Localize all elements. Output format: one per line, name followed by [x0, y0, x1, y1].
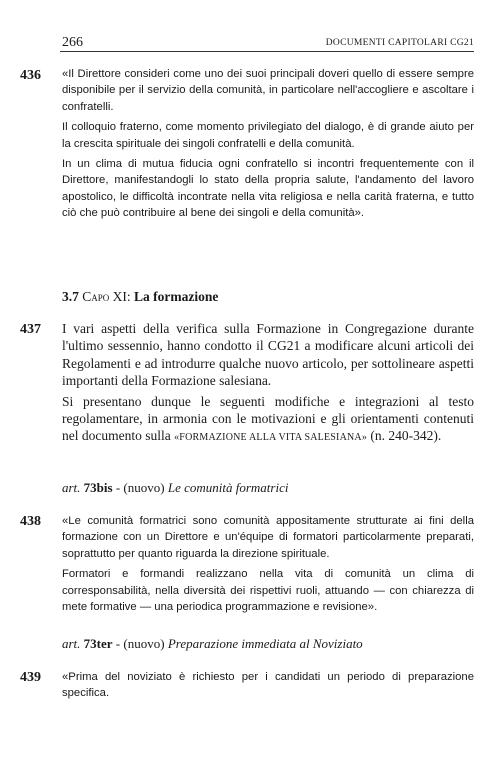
paragraph-439-text-1: «Prima del noviziato è richiesto per i candidati un periodo di preparazione specifica.	[62, 671, 474, 700]
paragraph-437	[62, 320, 474, 447]
document-title: «FORMAZIONE ALLA VITA SALESIANA»	[174, 432, 368, 444]
paragraph-437-text-2	[62, 393, 474, 447]
paragraph-437-text-2a: Si presentano dunque le seguenti modifiche e integrazioni al testo regolamentare, in armonia con le motivazioni e gli orientamenti contenuti nel documento sulla	[62, 393, 474, 444]
paragraph-438-text-2: Formatori e formandi realizzano nella vita di comunità un clima di corresponsabilità, nella diversità dei rispettivi ruoli, attuando — con chiarezza di mete formative — una periodica programmazione e revisione».	[62, 568, 474, 614]
paragraph-436-text-2: Il colloquio fraterno, come momento privilegiato del dialogo, è di grande aiuto per la crescita spirituale dei singoli confratelli e della comunità.	[62, 121, 474, 150]
paragraph-number-439: 439	[20, 670, 41, 685]
paragraph-number-436: 436	[20, 68, 41, 83]
paragraph-number-437: 437	[20, 322, 41, 337]
article-title: Le comunità formatrici	[167, 480, 289, 495]
article-nuovo: (nuovo)	[123, 480, 165, 495]
page-header	[60, 33, 474, 52]
section-title: La formazione	[134, 289, 219, 304]
article-dash: -	[115, 480, 121, 495]
paragraph-437-text-2b: (n. 240-342).	[367, 428, 442, 444]
article-prefix: art.	[62, 636, 81, 651]
article-heading-73ter	[62, 636, 363, 652]
section-heading	[62, 289, 218, 305]
paragraph-436-text-3: In un clima di mutua fiducia ogni confratello si incontri frequentemente con il Direttore, manifestandogli lo stato della propria salute, l'andamento del lavoro apostolico, le difficoltà incontrate nella vita religiosa e nella carità fraterna, e tutto ciò che può contribuire al bene dei singoli e della comunità».	[62, 158, 474, 220]
paragraph-436-text-1: «Il Direttore consideri come uno dei suoi principali doveri quello di essere sempre disponibile per il servizio della comunità, in particolare nell'accogliere e ascoltare i confratelli.	[62, 68, 474, 113]
article-number: 73bis	[83, 480, 113, 495]
paragraph-number-438: 438	[20, 514, 41, 529]
article-heading-73bis	[62, 480, 288, 496]
paragraph-438-text-1: «Le comunità formatrici sono comunità appositamente strutturate ai fini della formazione con un Direttore e un'équipe di formatori particolarmente preparati, soprattutto per quanto riguarda la direzione spirituale.	[62, 515, 474, 560]
article-dash: -	[115, 636, 121, 651]
paragraph-438	[62, 513, 474, 615]
article-title: Preparazione immediata al Noviziato	[167, 636, 363, 651]
section-capo: Capo XI:	[82, 289, 131, 304]
article-number: 73ter	[83, 636, 113, 651]
paragraph-439	[62, 669, 474, 702]
paragraph-437-text-1: I vari aspetti della verifica sulla Formazione in Congregazione durante l'ultimo sessennio, hanno condotto il CG21 a modificare alcuni articoli dei Regolamenti e ad introdurre qualche nuovo articolo, per sottolineare aspetti importanti della Formazione salesiana.	[62, 321, 474, 389]
article-prefix: art.	[62, 480, 81, 495]
section-number: 3.7	[62, 289, 79, 304]
article-nuovo: (nuovo)	[123, 636, 165, 651]
paragraph-436	[62, 66, 474, 222]
page-number: 266	[62, 35, 83, 50]
running-title: DOCUMENTI CAPITOLARI CG21	[325, 38, 474, 48]
